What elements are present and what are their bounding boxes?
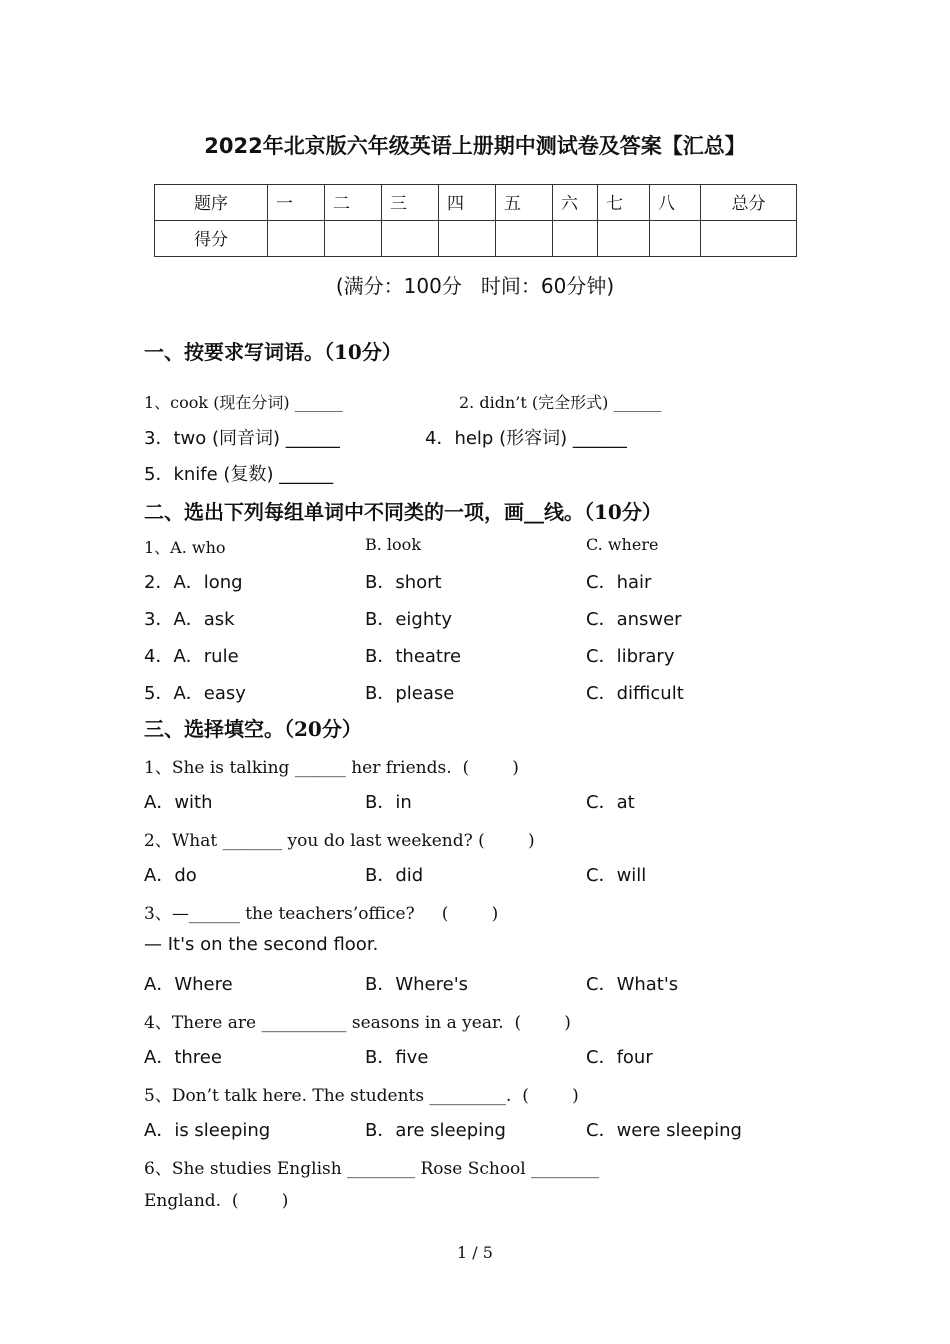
score-cell[interactable] — [701, 221, 797, 257]
s3-q6-stem-continued: England. ( ) — [144, 1191, 289, 1211]
s2-row-2-option-c: C．hair — [586, 572, 652, 593]
score-cell[interactable] — [382, 221, 439, 257]
score-header-cell: 七 — [598, 185, 650, 221]
s3-q4-option-b: B．five — [365, 1047, 429, 1068]
s3-q5-option-b: B．are sleeping — [365, 1120, 506, 1141]
s2-row-1-option-b: B. look — [365, 535, 422, 554]
section1-heading: 一、按要求写词语。（10分） — [144, 340, 402, 364]
s3-q4-option-a: A．three — [144, 1047, 222, 1068]
s2-row-1-option-a: 1、A. who — [144, 538, 226, 557]
s1-question-5: 5．knife (复数) ______ — [144, 464, 334, 485]
score-header-cell: 三 — [382, 185, 439, 221]
score-cell[interactable] — [650, 221, 701, 257]
s3-q4-option-c: C．four — [586, 1047, 653, 1068]
s3-q5-stem: 5、Don’t talk here. The students _________. ( ) — [144, 1086, 579, 1106]
s3-q1-option-c: C．at — [586, 792, 635, 813]
s2-row-4-option-c: C．library — [586, 646, 675, 667]
s2-row-4-option-a: 4．A．rule — [144, 646, 239, 667]
s2-row-4-option-b: B．theatre — [365, 646, 462, 667]
s1-question-1: 1、cook (现在分词) ______ — [144, 393, 343, 412]
s2-row-3-option-b: B．eighty — [365, 609, 452, 630]
score-row-label: 得分 — [155, 221, 268, 257]
score-table — [154, 184, 797, 257]
score-header-cell: 四 — [439, 185, 496, 221]
score-header-cell: 五 — [496, 185, 553, 221]
s3-q1-stem: 1、She is talking ______ her friends. ( ) — [144, 758, 519, 778]
score-table-score-row — [155, 221, 797, 257]
s3-q2-option-b: B．did — [365, 865, 424, 886]
section3-heading: 三、选择填空。（20分） — [144, 717, 362, 741]
s3-q6-stem: 6、She studies English ________ Rose School ________ — [144, 1159, 600, 1179]
s3-q2-stem: 2、What _______ you do last weekend? ( ) — [144, 831, 535, 851]
score-header-cell: 题序 — [155, 185, 268, 221]
s3-q4-stem: 4、There are __________ seasons in a year. ( ) — [144, 1013, 571, 1033]
score-cell[interactable] — [325, 221, 382, 257]
score-header-cell: 一 — [268, 185, 325, 221]
s3-q1-option-b: B．in — [365, 792, 412, 813]
s3-q5-option-a: A．is sleeping — [144, 1120, 271, 1141]
s2-row-5-option-a: 5．A．easy — [144, 683, 246, 704]
score-cell[interactable] — [268, 221, 325, 257]
score-table-header-row — [155, 185, 797, 221]
s2-row-2-option-b: B．short — [365, 572, 442, 593]
score-header-cell: 总分 — [701, 185, 797, 221]
s3-q1-option-a: A．with — [144, 792, 213, 813]
s3-q3-option-b: B．Where's — [365, 974, 469, 995]
s3-q5-option-c: C．were sleeping — [586, 1120, 742, 1141]
score-cell[interactable] — [496, 221, 553, 257]
score-header-cell: 八 — [650, 185, 701, 221]
s2-row-3-option-c: C．answer — [586, 609, 682, 630]
page-title: 2022年北京版六年级英语上册期中测试卷及答案【汇总】 — [204, 134, 746, 158]
section2-heading: 二、选出下列每组单词中不同类的一项，画__线。（10分） — [144, 500, 662, 524]
s3-q2-option-a: A．do — [144, 865, 197, 886]
s2-row-3-option-a: 3．A．ask — [144, 609, 235, 630]
s1-question-3: 3．two (同音词) ______ — [144, 428, 340, 449]
score-cell[interactable] — [439, 221, 496, 257]
full-mark-info: (满分：100分 时间：60分钟) — [335, 274, 615, 298]
s3-q3-option-c: C．What's — [586, 974, 679, 995]
s3-q3-option-a: A．Where — [144, 974, 233, 995]
s2-row-1-option-c: C. where — [586, 535, 659, 554]
s1-question-2: 2. didn’t (完全形式) ______ — [459, 393, 662, 412]
score-cell[interactable] — [553, 221, 598, 257]
s3-q2-option-c: C．will — [586, 865, 647, 886]
page-number: 1 / 5 — [457, 1243, 493, 1262]
s2-row-2-option-a: 2．A．long — [144, 572, 243, 593]
s3-q3-stem: 3、—______ the teachers’office? ( ) — [144, 904, 499, 924]
s2-row-5-option-b: B．please — [365, 683, 455, 704]
score-header-cell: 二 — [325, 185, 382, 221]
s2-row-5-option-c: C．difficult — [586, 683, 684, 704]
score-header-cell: 六 — [553, 185, 598, 221]
score-cell[interactable] — [598, 221, 650, 257]
s1-question-4: 4．help (形容词) ______ — [425, 428, 627, 449]
s3-q3-answer-line: — It's on the second floor. — [144, 934, 379, 955]
